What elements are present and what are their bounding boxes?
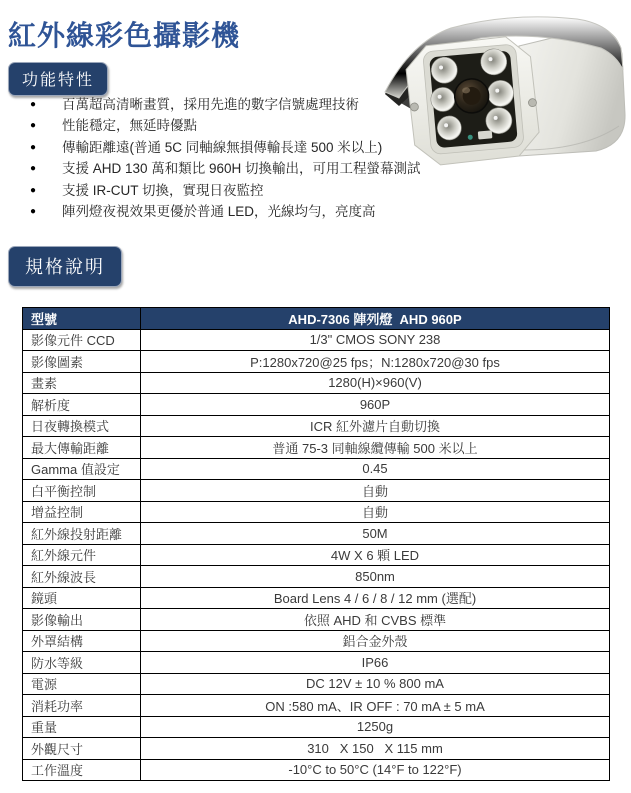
spec-label: 白平衡控制	[23, 480, 141, 502]
feature-item: ● 傳輸距離遠(普通 5C 同軸線無損傳輸長達 500 米以上)	[28, 137, 403, 158]
spec-row	[23, 716, 610, 738]
spec-value: 960P	[141, 394, 610, 416]
spec-value: 自動	[141, 501, 610, 523]
feature-item: ● 性能穩定，無延時優點	[28, 115, 403, 136]
camera-photo	[383, 4, 628, 184]
specs-heading: 規格說明	[8, 246, 122, 287]
spec-label: 影像圖素	[23, 351, 141, 373]
spec-value: 1/3" CMOS SONY 238	[141, 329, 610, 351]
spec-row	[23, 759, 610, 781]
spec-row	[23, 587, 610, 609]
feature-item: ● 百萬超高清晰畫質，採用先進的數字信號處理技術	[28, 94, 403, 115]
spec-header-value: AHD-7306 陣列燈 AHD 960P	[141, 308, 610, 330]
features-list	[28, 94, 421, 222]
spec-row	[23, 695, 610, 717]
spec-label: 增益控制	[23, 501, 141, 523]
spec-value: 自動	[141, 480, 610, 502]
spec-label: 外罩結構	[23, 630, 141, 652]
spec-value: -10°C to 50°C (14°F to 122°F)	[141, 759, 610, 781]
spec-label: 日夜轉換模式	[23, 415, 141, 437]
spec-row	[23, 609, 610, 631]
spec-value: IP66	[141, 652, 610, 674]
spec-row	[23, 458, 610, 480]
spec-value: 1280(H)×960(V)	[141, 372, 610, 394]
spec-label: 鏡頭	[23, 587, 141, 609]
feature-item: ● 支援 AHD 130 萬和類比 960H 切換輸出，可用工程螢幕測試	[28, 158, 403, 179]
spec-label: 重量	[23, 716, 141, 738]
spec-label: 最大傳輸距離	[23, 437, 141, 459]
spec-header-label: 型號	[23, 308, 141, 330]
spec-value: 50M	[141, 523, 610, 545]
spec-row	[23, 480, 610, 502]
spec-row	[23, 501, 610, 523]
spec-value: 310 X 150 X 115 mm	[141, 738, 610, 760]
spec-value: 0.45	[141, 458, 610, 480]
spec-value: ON :580 mA、IR OFF : 70 mA ± 5 mA	[141, 695, 610, 717]
spec-label: 工作溫度	[23, 759, 141, 781]
spec-label: 解析度	[23, 394, 141, 416]
spec-label: 消耗功率	[23, 695, 141, 717]
spec-row	[23, 544, 610, 566]
spec-label: 紅外線元件	[23, 544, 141, 566]
spec-label: 防水等級	[23, 652, 141, 674]
spec-label: Gamma 值設定	[23, 458, 141, 480]
spec-row	[23, 630, 610, 652]
spec-row	[23, 394, 610, 416]
spec-row	[23, 372, 610, 394]
spec-value: 1250g	[141, 716, 610, 738]
spec-header-row	[23, 308, 610, 330]
spec-value: 鋁合金外殼	[141, 630, 610, 652]
features-heading: 功能特性	[8, 62, 108, 96]
spec-table	[22, 307, 610, 781]
spec-value: Board Lens 4 / 6 / 8 / 12 mm (選配)	[141, 587, 610, 609]
feature-item: ● 陣列燈夜視效果更優於普通 LED，光線均勻，亮度高	[28, 201, 403, 222]
spec-row	[23, 415, 610, 437]
spec-row	[23, 652, 610, 674]
spec-label: 外觀尺寸	[23, 738, 141, 760]
spec-row	[23, 329, 610, 351]
spec-row	[23, 673, 610, 695]
spec-value: DC 12V ± 10 % 800 mA	[141, 673, 610, 695]
spec-value: 850nm	[141, 566, 610, 588]
ir-bullet-camera-illustration	[383, 4, 628, 184]
spec-row	[23, 566, 610, 588]
spec-label: 紅外線投射距離	[23, 523, 141, 545]
spec-value: 普通 75-3 同軸線纜傳輸 500 米以上	[141, 437, 610, 459]
spec-row	[23, 738, 610, 760]
spec-label: 電源	[23, 673, 141, 695]
spec-value: ICR 紅外濾片自動切換	[141, 415, 610, 437]
spec-row	[23, 351, 610, 373]
spec-value: P:1280x720@25 fps；N:1280x720@30 fps	[141, 351, 610, 373]
spec-label: 紅外線波長	[23, 566, 141, 588]
page-title: 紅外線彩色攝影機	[8, 21, 241, 52]
spec-label: 影像元件 CCD	[23, 329, 141, 351]
spec-label: 影像輸出	[23, 609, 141, 631]
feature-item: ● 支援 IR-CUT 切換，實現日夜監控	[28, 180, 403, 201]
spec-row	[23, 523, 610, 545]
spec-label: 畫素	[23, 372, 141, 394]
spec-table-body	[23, 329, 610, 781]
spec-value: 依照 AHD 和 CVBS 標準	[141, 609, 610, 631]
spec-value: 4W X 6 顆 LED	[141, 544, 610, 566]
spec-row	[23, 437, 610, 459]
